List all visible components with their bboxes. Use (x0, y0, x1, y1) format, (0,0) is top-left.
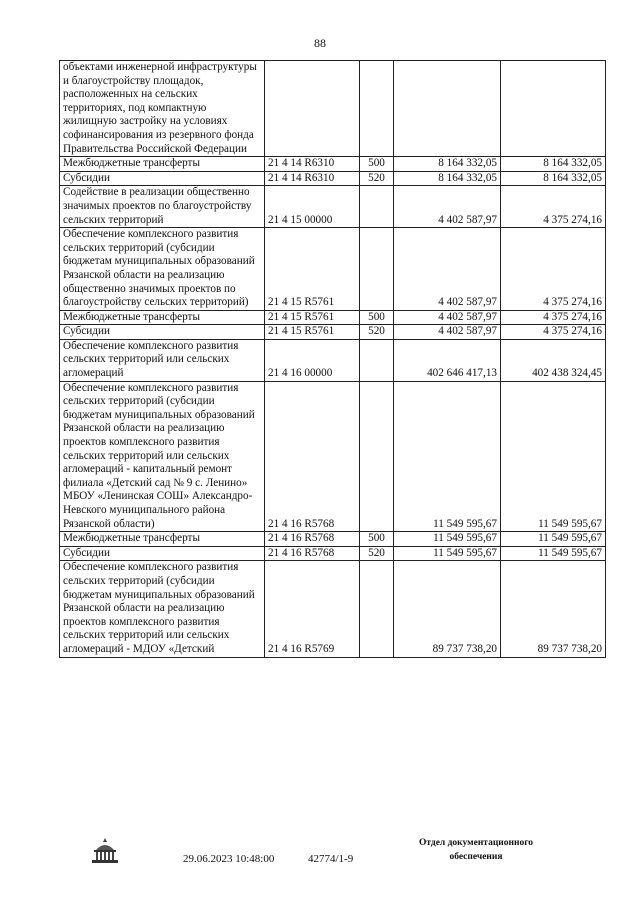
row-name-cell: Межбюджетные трансферты (60, 532, 265, 547)
row-value-2023-cell: 4 402 587,97 (394, 310, 501, 325)
table-row (60, 381, 606, 532)
building-logo-icon (88, 836, 122, 866)
row-value-2023-cell: 4 402 587,97 (394, 228, 501, 311)
row-code-cell: 21 4 15 R5761 (265, 325, 360, 340)
budget-table (59, 60, 606, 658)
row-name-cell: Межбюджетные трансферты (60, 310, 265, 325)
row-value-2023-cell: 11 549 595,67 (394, 546, 501, 561)
row-type-cell (360, 186, 394, 228)
row-value-2023-cell: 8 164 332,05 (394, 171, 501, 186)
row-value-2023-cell: 89 737 738,20 (394, 561, 501, 657)
row-code-cell: 21 4 15 R5761 (265, 228, 360, 311)
row-value-2024-cell: 4 375 274,16 (501, 228, 606, 311)
table-row (60, 171, 606, 186)
row-value-2023-cell: 4 402 587,97 (394, 325, 501, 340)
row-name-cell: Субсидии (60, 171, 265, 186)
row-value-2024-cell: 4 375 274,16 (501, 325, 606, 340)
row-value-2024-cell: 402 438 324,45 (501, 339, 606, 381)
row-value-2023-cell: 4 402 587,97 (394, 186, 501, 228)
row-value-2023-cell (394, 61, 501, 157)
table-row (60, 561, 606, 657)
footer-date: 29.06.2023 10:48:00 (183, 853, 275, 865)
stamp-line-2: обеспечения (449, 852, 503, 862)
row-code-cell: 21 4 16 R5768 (265, 381, 360, 532)
stamp-line-1: Отдел документационного (418, 838, 534, 848)
budget-table-body (60, 61, 606, 658)
table-row (60, 61, 606, 157)
row-code-cell: 21 4 16 R5768 (265, 532, 360, 547)
row-code-cell: 21 4 14 R6310 (265, 157, 360, 172)
row-name-cell: Межбюджетные трансферты (60, 157, 265, 172)
table-row (60, 339, 606, 381)
row-value-2024-cell: 11 549 595,67 (501, 532, 606, 547)
row-code-cell: 21 4 15 00000 (265, 186, 360, 228)
row-code-cell: 21 4 15 R5761 (265, 310, 360, 325)
row-type-cell (360, 561, 394, 657)
row-name-cell: объектами инженерной инфраструктуры и благоустройству площадок, расположенных на сельских территориях, под компактную жилищную застройку на условиях софинансирования из резервного фонда Правительства Российской Федерации (60, 61, 265, 157)
table-row (60, 325, 606, 340)
row-code-cell: 21 4 16 R5768 (265, 546, 360, 561)
row-name-cell: Содействие в реализации общественно значимых проектов по благоустройству сельских территорий (60, 186, 265, 228)
table-row (60, 228, 606, 311)
row-value-2023-cell: 8 164 332,05 (394, 157, 501, 172)
row-value-2024-cell: 4 375 274,16 (501, 186, 606, 228)
row-type-cell: 520 (360, 546, 394, 561)
row-type-cell (360, 61, 394, 157)
row-value-2023-cell: 11 549 595,67 (394, 532, 501, 547)
row-value-2024-cell: 4 375 274,16 (501, 310, 606, 325)
row-value-2023-cell: 402 646 417,13 (394, 339, 501, 381)
table-row (60, 157, 606, 172)
row-code-cell: 21 4 16 00000 (265, 339, 360, 381)
row-type-cell (360, 381, 394, 532)
footer-stamp (401, 836, 551, 864)
row-name-cell: Обеспечение комплексного развития сельских территорий (субсидии бюджетам муниципальных образований Рязанской области на реализацию общественно значимых проектов по благоустройству сельских территорий) (60, 228, 265, 311)
row-name-cell: Обеспечение комплексного развития сельских территорий или сельских агломераций (60, 339, 265, 381)
footer-doc-code: 42774/1-9 (308, 853, 354, 865)
row-code-cell (265, 61, 360, 157)
row-type-cell: 520 (360, 325, 394, 340)
row-code-cell: 21 4 16 R5769 (265, 561, 360, 657)
table-row (60, 532, 606, 547)
row-type-cell: 520 (360, 171, 394, 186)
row-code-cell: 21 4 14 R6310 (265, 171, 360, 186)
row-name-cell: Субсидии (60, 546, 265, 561)
table-row (60, 546, 606, 561)
row-value-2024-cell: 11 549 595,67 (501, 381, 606, 532)
row-type-cell (360, 228, 394, 311)
table-row (60, 186, 606, 228)
page-number: 88 (314, 36, 326, 50)
row-value-2024-cell (501, 61, 606, 157)
row-value-2023-cell: 11 549 595,67 (394, 381, 501, 532)
row-value-2024-cell: 11 549 595,67 (501, 546, 606, 561)
row-value-2024-cell: 8 164 332,05 (501, 157, 606, 172)
row-name-cell: Обеспечение комплексного развития сельских территорий (субсидии бюджетам муниципальных образований Рязанской области на реализацию проектов комплексного развития сельских территорий или сельских агломераций - капитальный ремонт филиала «Детский сад № 9 с. Ленино» МБОУ «Ленинская СОШ» Александро-Невского муниципального района Рязанской области) (60, 381, 265, 532)
row-type-cell: 500 (360, 532, 394, 547)
row-value-2024-cell: 89 737 738,20 (501, 561, 606, 657)
row-value-2024-cell: 8 164 332,05 (501, 171, 606, 186)
row-type-cell: 500 (360, 157, 394, 172)
table-row (60, 310, 606, 325)
row-name-cell: Обеспечение комплексного развития сельских территорий (субсидии бюджетам муниципальных образований Рязанской области на реализацию проектов комплексного развития сельских территорий или сельских агломераций - МДОУ «Детский (60, 561, 265, 657)
row-type-cell (360, 339, 394, 381)
row-name-cell: Субсидии (60, 325, 265, 340)
row-type-cell: 500 (360, 310, 394, 325)
